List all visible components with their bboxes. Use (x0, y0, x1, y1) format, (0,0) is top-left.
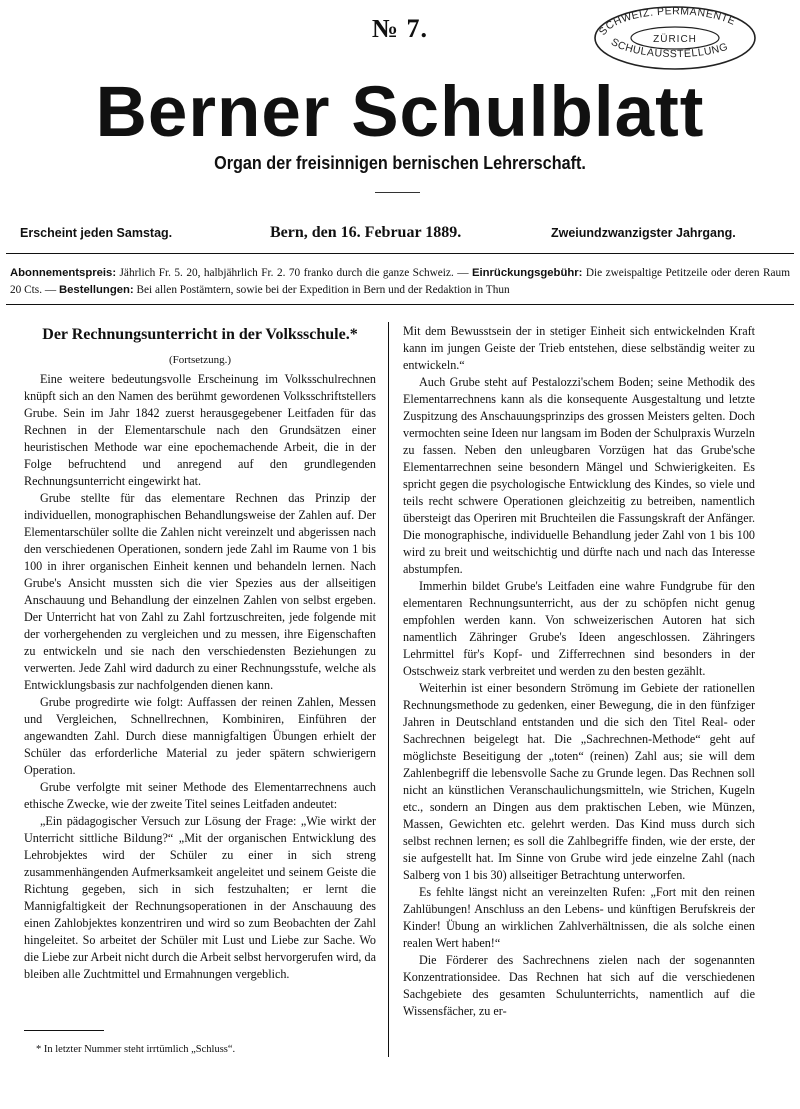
top-rule (6, 253, 794, 254)
footnote-rule (24, 1030, 104, 1031)
svg-text:SCHWEIZ. PERMANENTE: SCHWEIZ. PERMANENTE (596, 5, 738, 38)
footnote: * In letzter Nummer steht irrtümlich „Schluss“. (36, 1044, 236, 1055)
orders-text: Bei allen Postämtern, sowie bei der Expedition in Bern und der Redaktion in Thun (136, 284, 510, 296)
paragraph: Es fehlte längst nicht an vereinzelten Rufen: „Fort mit den reinen Zahlübungen! Anschluss an den Lebens- und künftigen Berufskreis der Kinder! Übung an wirklichen Zahlverhältnissen, die als solche einen realen Wert haben!“ (403, 885, 755, 950)
subscription-info (10, 265, 790, 299)
volume-year: Zweiundzwanzigster Jahrgang. (551, 226, 736, 240)
article-title: Der Rechnungsunterricht in der Volksschule.* (42, 326, 358, 343)
paragraph: Die Förderer des Sachrechnens zielen nach der sogenannten Konzentrationsidee. Das Rechnen hat sich auf die verschiedenen Sachgebiete des gesamten Schulunterrichts, namentlich auf die Wissensfächer, zu er- (403, 953, 755, 1018)
ad-fee-text: Die zweispaltige Petitzeile oder deren Raum 20 Cts. — (10, 267, 790, 296)
svg-text:ZÜRICH: ZÜRICH (653, 34, 697, 45)
newspaper-title: Berner Schulblatt (95, 73, 705, 152)
orders-label: Bestellungen: (58, 284, 134, 296)
subscription-label: Abonnementspreis: (10, 267, 117, 279)
column-divider (388, 322, 389, 1057)
quote-paragraph: „Ein pädagogischer Versuch zur Lösung der Frage: „Wie wirkt der Unterricht sittliche Bildung?“ „Mit der organischen Entwicklung des Lehrobjektes wird der Schüler zu einer in sich streng zusammenhängenden Aufmerksamkeit angeleitet und seinem Geiste die Richtung gegeben, sich in sich festzuhalten; er lernt die Mannigfaltigkeit der Rechnungsoperationen in der Anschauung des einen Zahlobjektes konzentriren und wird so zum Beobachten der Zahl hingeleitet. So arbeitet der Schüler mit Lust und Liebe zur Sache. Wo die Liebe zur Arbeit nicht durch die Arbeit selbst hervorgerufen wird, da bleiben alle Zuchtmittel und Ermahnungen vergeblich. (24, 814, 376, 981)
paragraph: Auch Grube steht auf Pestalozzi'schem Boden; seine Methodik des Elementarrechnens kann als die konsequente Ausgestaltung und letzte Zuspitzung des Anschauungsprinzips des grossen Meisters gelten. Doch vermochten seine Ideen nur langsam im Boden der Schulpraxis Wurzeln zu fassen. Neben den unleugbaren Vorzügen hat das Grube'sche Elementarrechnen seine besondern Mängel und Schwierigkeiten. Es spricht gegen die psychologische Entwicklung des Kindes, so viele und teils recht schwere Operationen gleichzeitig zu betreiben, namentlich übersteigt das Operiren mit Bruchteilen die Fassungskraft der Anfänger. Die monographische, individuelle Behandlung jeder Zahl von 1 bis 100 wird zu breit und weitschichtig und dürfte nach und nach das Interesse abstumpfen. (403, 375, 755, 576)
paragraph: Grube verfolgte mit seiner Methode des Elementarrechnens auch ethische Zwecke, wie der zweite Titel seines Leitfaden andeutet: (24, 780, 376, 811)
paragraph: Immerhin bildet Grube's Leitfaden eine wahre Fundgrube für den elementaren Rechnungsunterricht, aus der zu schöpfen nicht genug empfohlen werden kann. Von schweizerischen Autoren hat sich namentlich Zähringer Grube's Ideen angeschlossen. Zähringers Lehrmittel für's Kopf- und Zifferrechnen sind besonders in der Ostschweiz stark verbreitet und werden zu den besten gezählt. (403, 579, 755, 678)
svg-text:SCHULAUSSTELLUNG: SCHULAUSSTELLUNG (608, 36, 730, 61)
paragraph: Weiterhin ist einer besondern Strömung im Gebiete der rationellen Rechnungsmethode zu gedenken, einer Bewegung, die in den fünfziger Jahren in Deutschland entstanden und die sich den Titel Real- oder Sachrechnen beigelegt hat. Die „Sachrechnen-Methode“ geht auf möglichste Beseitigung der „toten“ (reinen) Zahl aus; sie will dem Zahlenbegriff die lebensvolle Sache zu Grunde legen. Das Rechnen soll nicht an künstlichen Veranschaulichungsmitteln, wie Strichen, Kugeln etc., sondern an Dingen aus dem praktischen Leben, wie Münzen, Massen, Gewichten etc. gelehrt werden. Das Kind muss durch sich selbst rechnen lernen; es soll die Zahlbegriffe finden, wie der erste, der sie aufgestellt hat. Im Sinne von Grube wird jede einzelne Zahl (nach Salberg von 1 bis 30) allseitiger Betrachtung unterworfen. (403, 681, 755, 882)
ad-fee-label: Einrückungsgebühr: (471, 267, 583, 279)
paragraph: Grube progredirte wie folgt: Auffassen der reinen Zahlen, Messen und Vergleichen, Schnellrechnen, Kombiniren, Einführen der angewandten Zahl. Durch diese mannigfaltigen Übungen erhielt der Schüler das erforderliche Material zu jeder spätern schwierigern Operation. (24, 695, 376, 777)
subscription-text: Jährlich Fr. 5. 20, halbjährlich Fr. 2. 70 franko durch die ganze Schweiz. — (119, 267, 469, 279)
continuation-note: (Fortsetzung.) (168, 354, 231, 366)
bottom-rule (6, 304, 794, 305)
paragraph: Eine weitere bedeutungsvolle Erscheinung im Volksschulrechnen knüpft sich an den Namen des berühmt gewordenen Volksschriftstellers Grube. Sein im Jahr 1842 zuerst herausgegebener Leitfaden für das Rechnen in der Elementarschule nach den Grundsätzen einer heuristischen Methode war eine epochemachende Arbeit, die in der Folge befruchtend und anregend auf den grundlegenden Rechnungsunterricht eingewirkt hat. (24, 372, 376, 488)
newspaper-subtitle: Organ der freisinnigen bernischen Lehrerschaft. (214, 153, 586, 173)
publication-frequency: Erscheint jeden Samstag. (20, 226, 173, 240)
library-stamp (590, 0, 760, 72)
ornament-rule (375, 192, 420, 193)
paragraph: Mit dem Bewusstsein der in stetiger Einheit sich entwickelnden Kraft kann im jungen Geiste der Trieb entstehen, diese selbständig weiter zu entwickeln.“ (403, 324, 755, 372)
left-column (24, 325, 376, 983)
issue-date: Bern, den 16. Februar 1889. (270, 224, 462, 241)
right-column (403, 323, 755, 1020)
paragraph: Grube stellte für das elementare Rechnen das Prinzip der individuellen, monographischen Behandlungsweise der Zahlen auf. Der Elementarschüler sollte die Zahlen nicht vereinzelt und abgerissen nach den verschiedenen Operationen, sondern jede Zahl im Raume von 1 bis 100 in ihrer organischen Einheit kennen und behandeln lernen. Nach Grube's Ansicht mussten sich die vier Spezies aus der allseitigen Anschauung und Behandlung der einzelnen Zahlen von selbst ergeben. Der Unterricht hat von Zahl zu Zahl fortzuschreiten, jede folgende mit der vorhergehenden zu vergleichen und zu messen, ihre Eigenschaften zu entwickeln und sie nach den verschiedensten Beziehungen zu verwerten. Jede Zahl wird dadurch zu einer Rechnungsstufe, welche als Entwicklungsbasis zur nachfolgenden dienen kann. (24, 491, 376, 692)
issue-number: № 7. (371, 14, 429, 43)
